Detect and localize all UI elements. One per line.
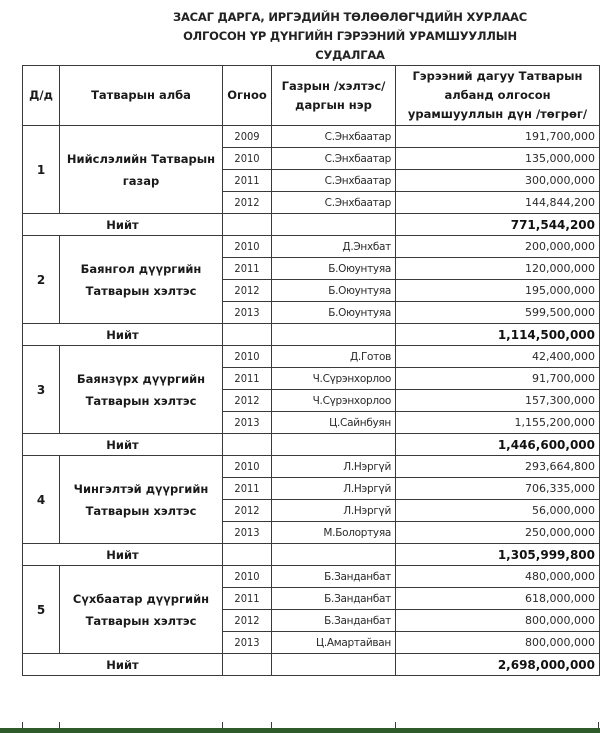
year-cell: 2012 <box>223 390 272 412</box>
empty-cell <box>223 544 272 566</box>
total-amount: 1,114,500,000 <box>396 324 600 346</box>
year-cell: 2010 <box>223 346 272 368</box>
row-number: 5 <box>23 566 60 654</box>
amount-cell: 293,664,800 <box>396 456 600 478</box>
director-name-cell: Б.Оюунтуяа <box>272 280 396 302</box>
table-body <box>23 126 600 676</box>
row-number: 4 <box>23 456 60 544</box>
director-name-cell: Л.Нэргүй <box>272 478 396 500</box>
director-name-cell: Д.Энхбат <box>272 236 396 258</box>
tax-office-name: Нийслэлийн Татварын газар <box>60 126 223 214</box>
year-cell: 2012 <box>223 280 272 302</box>
total-row <box>23 324 600 346</box>
total-amount: 2,698,000,000 <box>396 654 600 676</box>
document-title <box>150 8 550 65</box>
title-line-1: ЗАСАГ ДАРГА, ИРГЭДИЙН ТӨЛӨӨЛӨГЧДИЙН ХУРЛААС <box>173 10 527 24</box>
director-name-cell: Д.Готов <box>272 346 396 368</box>
director-name-cell: Л.Нэргүй <box>272 456 396 478</box>
total-row <box>23 214 600 236</box>
year-cell: 2010 <box>223 566 272 588</box>
director-name-cell: С.Энхбаатар <box>272 148 396 170</box>
row-number: 3 <box>23 346 60 434</box>
empty-cell <box>223 654 272 676</box>
amount-cell: 300,000,000 <box>396 170 600 192</box>
amount-cell: 480,000,000 <box>396 566 600 588</box>
director-name-cell: Ц.Сайнбуян <box>272 412 396 434</box>
amount-cell: 144,844,200 <box>396 192 600 214</box>
row-number: 2 <box>23 236 60 324</box>
year-cell: 2012 <box>223 500 272 522</box>
table-row <box>23 236 600 258</box>
year-cell: 2010 <box>223 236 272 258</box>
director-name-cell: Л.Нэргүй <box>272 500 396 522</box>
amount-cell: 250,000,000 <box>396 522 600 544</box>
total-row <box>23 434 600 456</box>
table-row <box>23 566 600 588</box>
header-no: Д/д <box>23 66 60 126</box>
total-amount: 1,446,600,000 <box>396 434 600 456</box>
header-name: Газрын /хэлтэс/ даргын нэр <box>272 66 396 126</box>
table-row <box>23 126 600 148</box>
director-name-cell: С.Энхбаатар <box>272 170 396 192</box>
amount-cell: 91,700,000 <box>396 368 600 390</box>
amount-cell: 42,400,000 <box>396 346 600 368</box>
bottom-strip <box>0 728 600 733</box>
tax-office-name: Чингэлтэй дүүргийн Татварын хэлтэс <box>60 456 223 544</box>
year-cell: 2013 <box>223 632 272 654</box>
empty-cell <box>223 214 272 236</box>
header-row <box>23 66 600 126</box>
year-cell: 2011 <box>223 478 272 500</box>
amount-cell: 157,300,000 <box>396 390 600 412</box>
title-line-2: ОЛГОСОН ҮР ДҮНГИЙН ГЭРЭЭНИЙ УРАМШУУЛЛЫН СУДАЛГАА <box>183 29 517 62</box>
year-cell: 2010 <box>223 456 272 478</box>
empty-cell <box>272 434 396 456</box>
director-name-cell: С.Энхбаатар <box>272 126 396 148</box>
total-amount: 771,544,200 <box>396 214 600 236</box>
year-cell: 2013 <box>223 302 272 324</box>
director-name-cell: Б.Занданбат <box>272 588 396 610</box>
year-cell: 2012 <box>223 192 272 214</box>
director-name-cell: Ц.Амартайван <box>272 632 396 654</box>
total-label: Нийт <box>23 434 223 456</box>
year-cell: 2012 <box>223 610 272 632</box>
header-year: Огноо <box>223 66 272 126</box>
year-cell: 2013 <box>223 412 272 434</box>
director-name-cell: М.Болортуяа <box>272 522 396 544</box>
row-number: 1 <box>23 126 60 214</box>
amount-cell: 56,000,000 <box>396 500 600 522</box>
empty-cell <box>272 544 396 566</box>
director-name-cell: Б.Оюунтуяа <box>272 258 396 280</box>
year-cell: 2011 <box>223 368 272 390</box>
empty-cell <box>223 324 272 346</box>
empty-cell <box>272 214 396 236</box>
director-name-cell: С.Энхбаатар <box>272 192 396 214</box>
year-cell: 2010 <box>223 148 272 170</box>
director-name-cell: Б.Занданбат <box>272 610 396 632</box>
total-label: Нийт <box>23 324 223 346</box>
amount-cell: 200,000,000 <box>396 236 600 258</box>
amount-cell: 706,335,000 <box>396 478 600 500</box>
amount-cell: 1,155,200,000 <box>396 412 600 434</box>
year-cell: 2011 <box>223 170 272 192</box>
amount-cell: 135,000,000 <box>396 148 600 170</box>
year-cell: 2013 <box>223 522 272 544</box>
tax-office-name: Баянгол дүүргийн Татварын хэлтэс <box>60 236 223 324</box>
amount-cell: 191,700,000 <box>396 126 600 148</box>
year-cell: 2009 <box>223 126 272 148</box>
empty-cell <box>272 654 396 676</box>
total-row <box>23 544 600 566</box>
empty-cell <box>223 434 272 456</box>
empty-cell <box>272 324 396 346</box>
director-name-cell: Ч.Сүрэнхорлоо <box>272 368 396 390</box>
total-label: Нийт <box>23 654 223 676</box>
amount-cell: 195,000,000 <box>396 280 600 302</box>
bonus-report-table <box>22 65 600 676</box>
director-name-cell: Ч.Сүрэнхорлоо <box>272 390 396 412</box>
amount-cell: 599,500,000 <box>396 302 600 324</box>
amount-cell: 120,000,000 <box>396 258 600 280</box>
year-cell: 2011 <box>223 258 272 280</box>
tax-office-name: Сүхбаатар дүүргийн Татварын хэлтэс <box>60 566 223 654</box>
header-office: Татварын алба <box>60 66 223 126</box>
total-label: Нийт <box>23 214 223 236</box>
table-row <box>23 346 600 368</box>
year-cell: 2011 <box>223 588 272 610</box>
amount-cell: 800,000,000 <box>396 632 600 654</box>
table-row <box>23 456 600 478</box>
header-amount: Гэрээний дагуу Татварын албанд олгосон урамшууллын дүн /төгрөг/ <box>396 66 600 126</box>
total-row <box>23 654 600 676</box>
total-label: Нийт <box>23 544 223 566</box>
director-name-cell: Б.Занданбат <box>272 566 396 588</box>
amount-cell: 618,000,000 <box>396 588 600 610</box>
amount-cell: 800,000,000 <box>396 610 600 632</box>
total-amount: 1,305,999,800 <box>396 544 600 566</box>
tax-office-name: Баянзүрх дүүргийн Татварын хэлтэс <box>60 346 223 434</box>
director-name-cell: Б.Оюунтуяа <box>272 302 396 324</box>
